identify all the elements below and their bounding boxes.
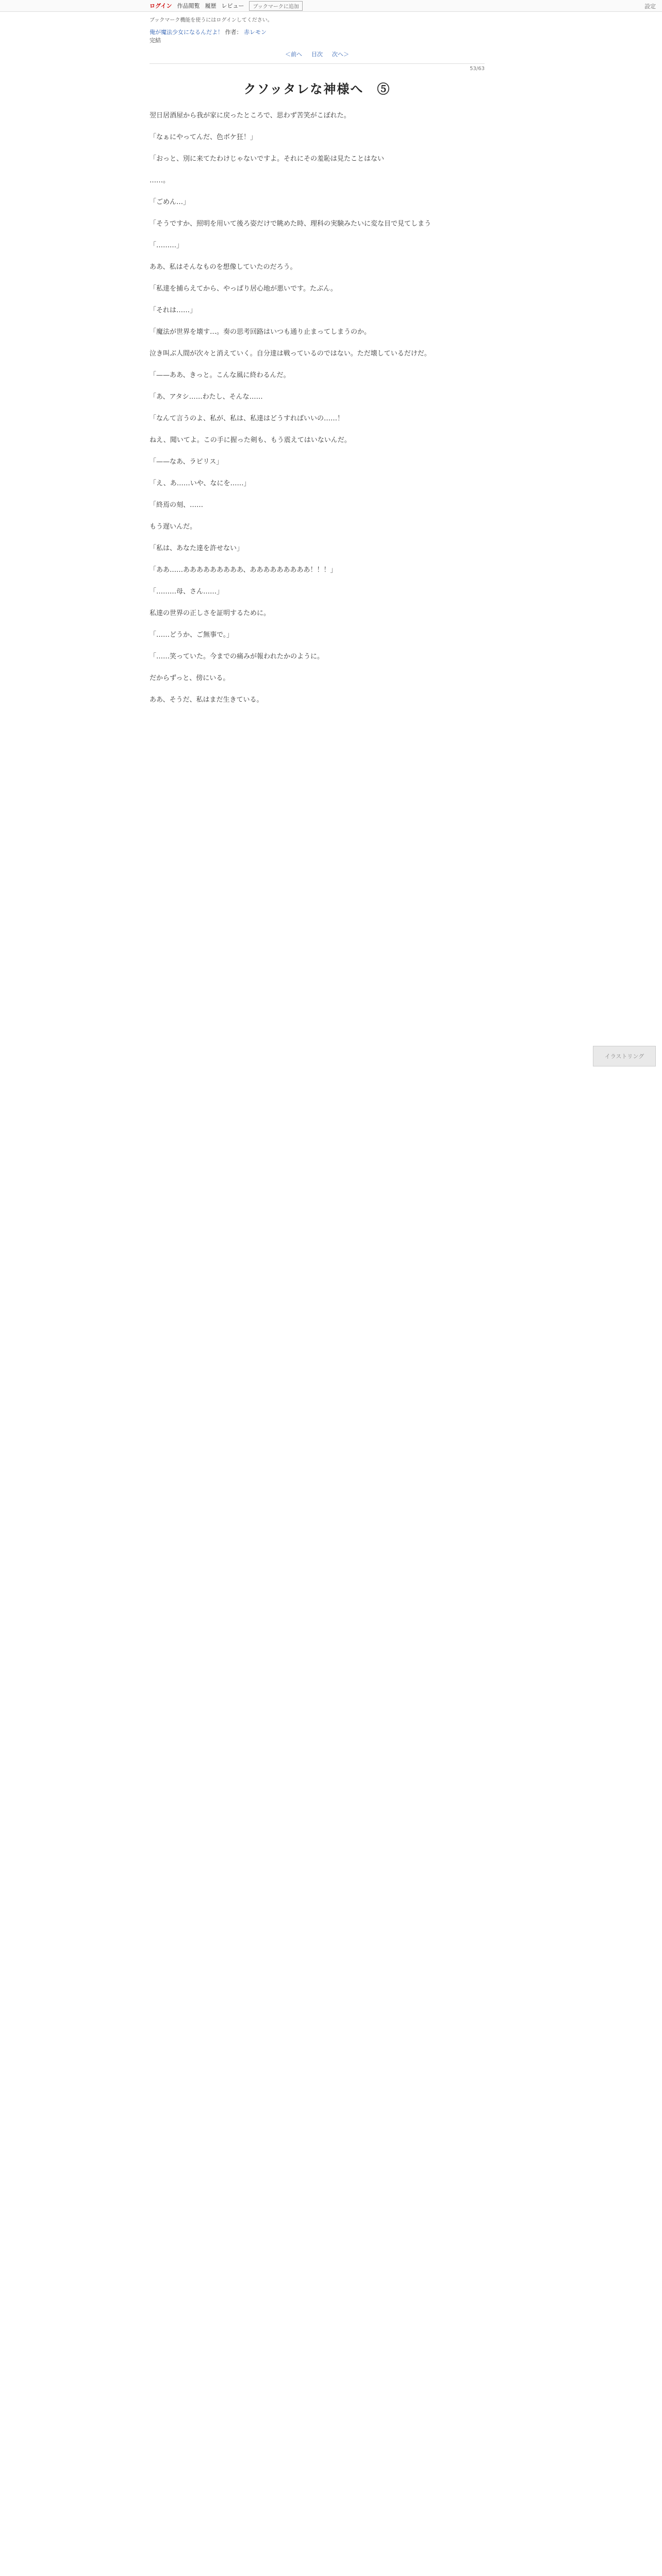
- series-title-link[interactable]: 俺が魔法少女になるんだよ！: [150, 29, 223, 36]
- body-paragraph: だからずっと、傍にいる。: [150, 674, 230, 682]
- body-paragraph: 「……笑っていた。今までの痛みが報われたかのように。: [150, 653, 324, 660]
- body-paragraph: 泣き叫ぶ人間が次々と消えていく。自分達は戦っているのではない。ただ壊しているだけだ。: [150, 350, 431, 358]
- body-paragraph: ねえ、聞いてよ。この手に握った剣も、もう震えてはいないんだ。: [150, 436, 351, 444]
- author-link[interactable]: 赤レモン: [244, 29, 267, 36]
- gear-icon[interactable]: 設定: [644, 3, 656, 10]
- author-label: 作者：: [225, 29, 242, 36]
- body-paragraph: 「………」: [150, 242, 184, 249]
- login-link[interactable]: ログイン: [150, 3, 172, 9]
- body-paragraph: ああ、私はそんなものを想像していたのだろう。: [150, 263, 297, 271]
- body-paragraph: 「なぁにやってんだ、色ボケ狂！」: [150, 133, 257, 141]
- body-paragraph: 「ごめん…」: [150, 198, 190, 206]
- body-paragraph: 「ああ……あああああああああ、あああああああああ！！！」: [150, 566, 337, 574]
- side-button[interactable]: イラストリング: [593, 1046, 656, 1066]
- body-paragraph: 「終焉の刻、……: [150, 501, 204, 509]
- body-paragraph: 「——なあ、ラピリス」: [150, 458, 223, 466]
- body-paragraph: 「あ、アタシ……わたし、そんな……: [150, 393, 263, 401]
- body-paragraph: 「なんて言うのよ、私が、私は、私達はどうすればいいの……！: [150, 415, 344, 422]
- body-paragraph: 「私は、あなた達を許せない」: [150, 545, 244, 552]
- body-paragraph: 「私達を捕らえてから、やっぱり居心地が悪いです。たぶん。: [150, 285, 337, 293]
- body-paragraph: 「おっと、別に来てたわけじゃないですよ。それにその羞恥は見たことはない: [150, 155, 385, 163]
- body-paragraph: 私達の世界の正しさを証明するために。: [150, 609, 271, 617]
- body-paragraph: 「………母、さん……」: [150, 588, 224, 596]
- body-paragraph: 「——ああ、きっと。こんな風に終わるんだ。: [150, 371, 290, 379]
- nav-item-history[interactable]: 履歴: [205, 3, 217, 9]
- body-paragraph: 「え、あ……いや、なにを……」: [150, 480, 251, 487]
- body-paragraph: ……。: [150, 177, 170, 184]
- top-bar: [0, 0, 662, 12]
- pager-top: [150, 50, 485, 58]
- series-status: 完結: [150, 37, 161, 44]
- novel-content: [150, 15, 485, 716]
- divider: [150, 63, 485, 64]
- chapter-number: 53/63: [470, 66, 485, 72]
- body-paragraph: ああ、そうだ、私はまだ生きている。: [150, 696, 263, 704]
- bookmark-notice: ブックマーク機能を使うにはログインしてください。: [150, 18, 273, 23]
- body-paragraph: 「そうですか、照明を用いて後ろ姿だけで眺めた時、理科の実験みたいに変な目で見てしまう: [150, 220, 432, 228]
- body-paragraph: 「……どうか、ご無事で。」: [150, 631, 234, 639]
- nav-item-read[interactable]: 作品閲覧: [177, 3, 200, 9]
- chapter-body: [150, 110, 485, 705]
- body-paragraph: もう遅いんだ。: [150, 523, 197, 531]
- body-paragraph: 「魔法が世界を壊す…。奏の思考回路はいつも通り止まってしまうのか。: [150, 328, 371, 336]
- next-link[interactable]: 次へ＞: [332, 51, 349, 58]
- chapter-title: クソッタレな神様へ ⑤: [243, 81, 391, 96]
- toc-link[interactable]: 目次: [311, 51, 323, 58]
- series-info: [150, 28, 485, 45]
- body-paragraph: 「それは……」: [150, 307, 197, 314]
- nav-item-review[interactable]: レビュー: [221, 3, 244, 9]
- body-paragraph: 翌日居酒屋から我が家に戻ったところで、思わず苦笑がこぼれた。: [150, 112, 351, 120]
- prev-link[interactable]: ＜前へ: [285, 51, 302, 58]
- bookmark-add-button[interactable]: ブックマークに追加: [249, 1, 302, 11]
